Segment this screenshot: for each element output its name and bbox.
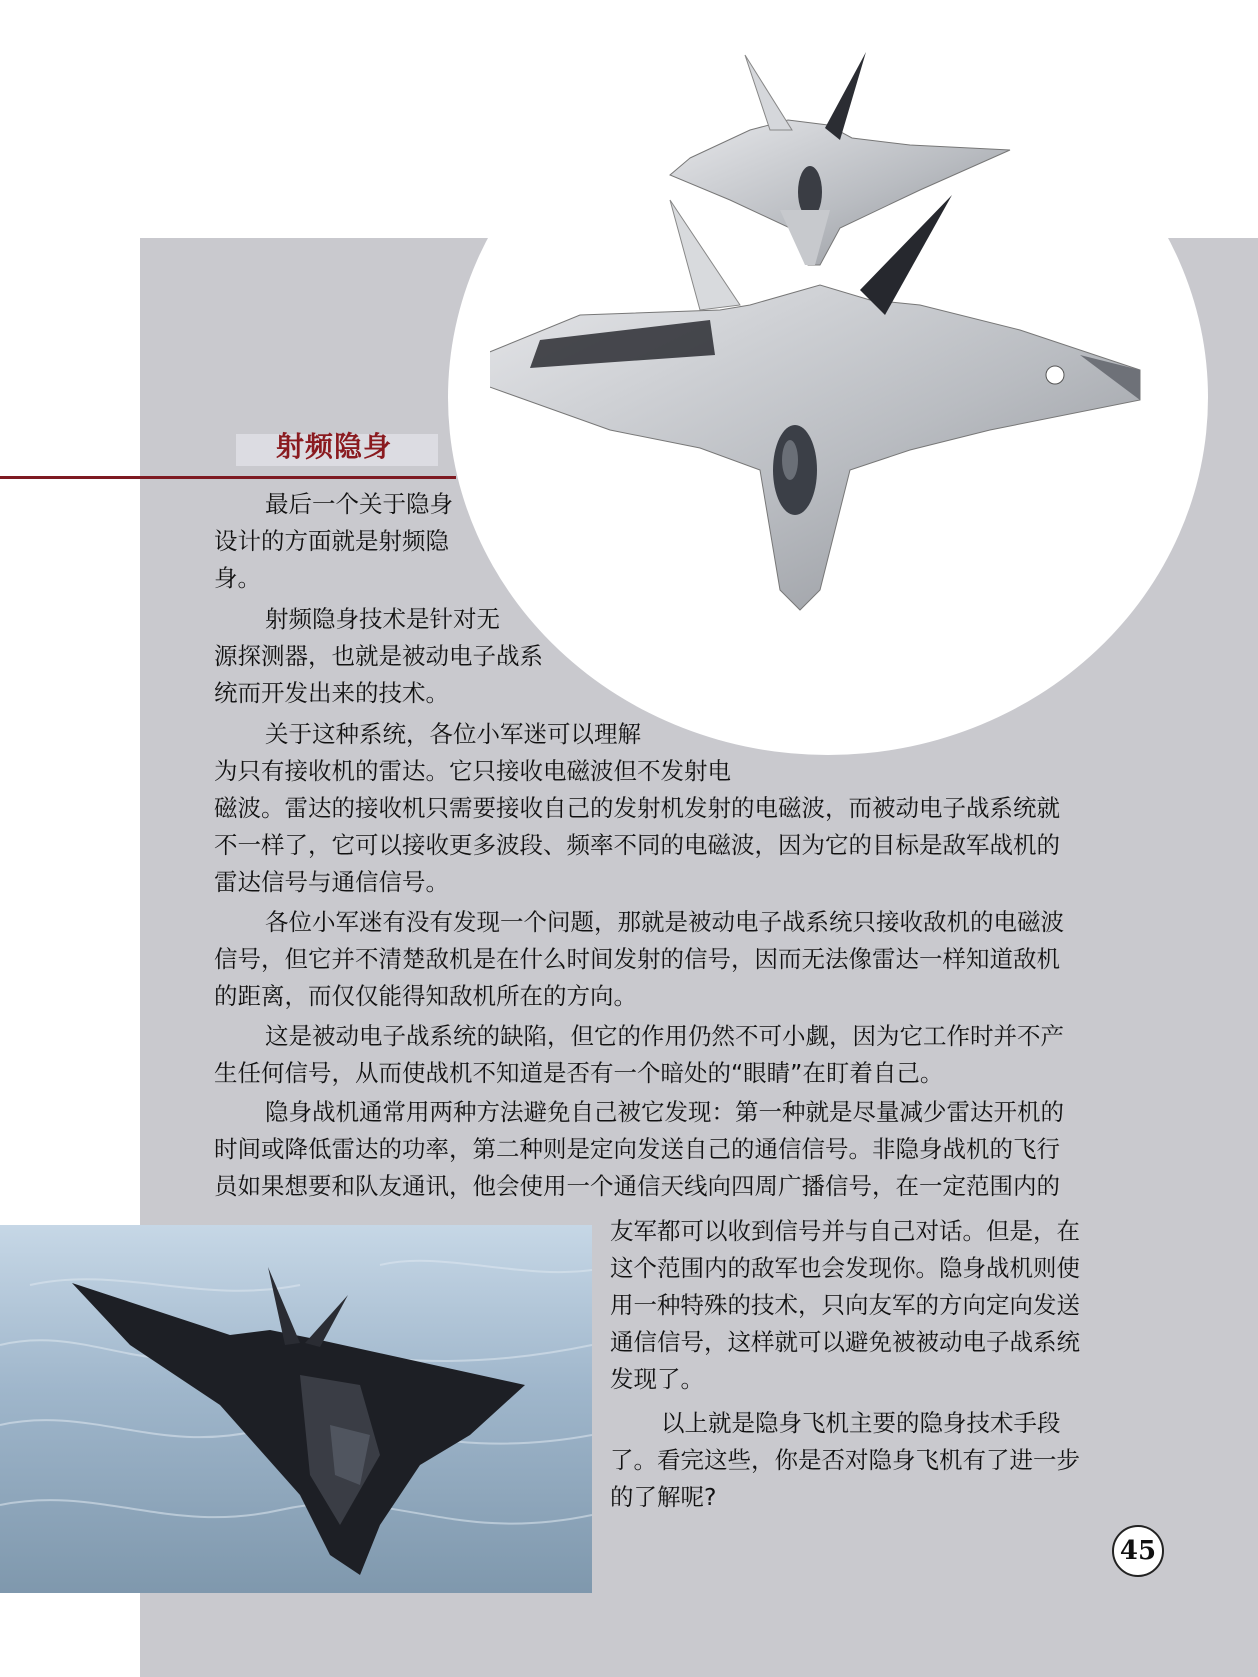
paragraph-line: 员如果想要和队友通讯，他会使用一个通信天线向四周广播信号，在一定范围内的: [214, 1172, 1060, 1200]
section-heading: 射频隐身: [276, 430, 393, 463]
paragraph-5: [214, 1018, 1126, 1092]
paragraph-2: [214, 601, 584, 712]
paragraph-3: [214, 716, 1126, 901]
paragraph-line: 最后一个关于隐身: [265, 490, 453, 518]
paragraph-line: 以上就是隐身飞机主要的隐身技术手段: [661, 1409, 1061, 1437]
paragraph-line: 时间或降低雷达的功率，第二种则是定向发送自己的通信信号。非隐身战机的飞行: [214, 1135, 1060, 1163]
page-number: 45: [1112, 1525, 1164, 1577]
paragraph-1: [214, 486, 494, 597]
stealth-fighter-pair-photo: [490, 50, 1230, 660]
paragraph-line: 了。看完这些，你是否对隐身飞机有了进一步: [610, 1446, 1080, 1474]
paragraph-line: 设计的方面就是射频隐: [214, 527, 449, 555]
paragraph-line: 隐身战机通常用两种方法避免自己被它发现：第一种就是尽量减少雷达开机的: [265, 1098, 1064, 1126]
paragraph-line: 身。: [214, 564, 261, 592]
paragraph-6-continued: [610, 1213, 1126, 1398]
paragraph-line: 磁波。雷达的接收机只需要接收自己的发射机发射的电磁波，而被动电子战系统就: [214, 794, 1060, 822]
paragraph-4: [214, 904, 1126, 1015]
paragraph-line: 通信信号，这样就可以避免被被动电子战系统: [610, 1328, 1080, 1356]
paragraph-line: 统而开发出来的技术。: [214, 679, 449, 707]
paragraph-line: 生任何信号，从而使战机不知道是否有一个暗处的“眼睛”在盯着自己。: [214, 1059, 944, 1087]
paragraph-6: [214, 1094, 1126, 1205]
black-stealth-aircraft-photo: [0, 1225, 592, 1593]
paragraph-line: 不一样了，它可以接收更多波段、频率不同的电磁波，因为它的目标是敌军战机的: [214, 831, 1060, 859]
heading-rule: [0, 476, 456, 479]
paragraph-line: 射频隐身技术是针对无: [265, 605, 500, 633]
paragraph-7: [610, 1405, 1126, 1516]
paragraph-line: 信号，但它并不清楚敌机是在什么时间发射的信号，因而无法像雷达一样知道敌机: [214, 945, 1060, 973]
paragraph-line: 雷达信号与通信信号。: [214, 868, 449, 896]
paragraph-line: 友军都可以收到信号并与自己对话。但是，在: [610, 1217, 1080, 1245]
paragraph-line: 发现了。: [610, 1365, 704, 1393]
paragraph-line: 这个范围内的敌军也会发现你。隐身战机则使: [610, 1254, 1080, 1282]
paragraph-line: 关于这种系统，各位小军迷可以理解: [265, 720, 641, 748]
paragraph-line: 这是被动电子战系统的缺陷，但它的作用仍然不可小觑，因为它工作时并不产: [265, 1022, 1064, 1050]
paragraph-line: 为只有接收机的雷达。它只接收电磁波但不发射电: [214, 757, 731, 785]
paragraph-line: 的距离，而仅仅能得知敌机所在的方向。: [214, 982, 637, 1010]
paragraph-line: 的了解呢?: [610, 1483, 717, 1511]
paragraph-line: 用一种特殊的技术，只向友军的方向定向发送: [610, 1291, 1080, 1319]
paragraph-line: 源探测器，也就是被动电子战系: [214, 642, 543, 670]
paragraph-line: 各位小军迷有没有发现一个问题，那就是被动电子战系统只接收敌机的电磁波: [265, 908, 1064, 936]
